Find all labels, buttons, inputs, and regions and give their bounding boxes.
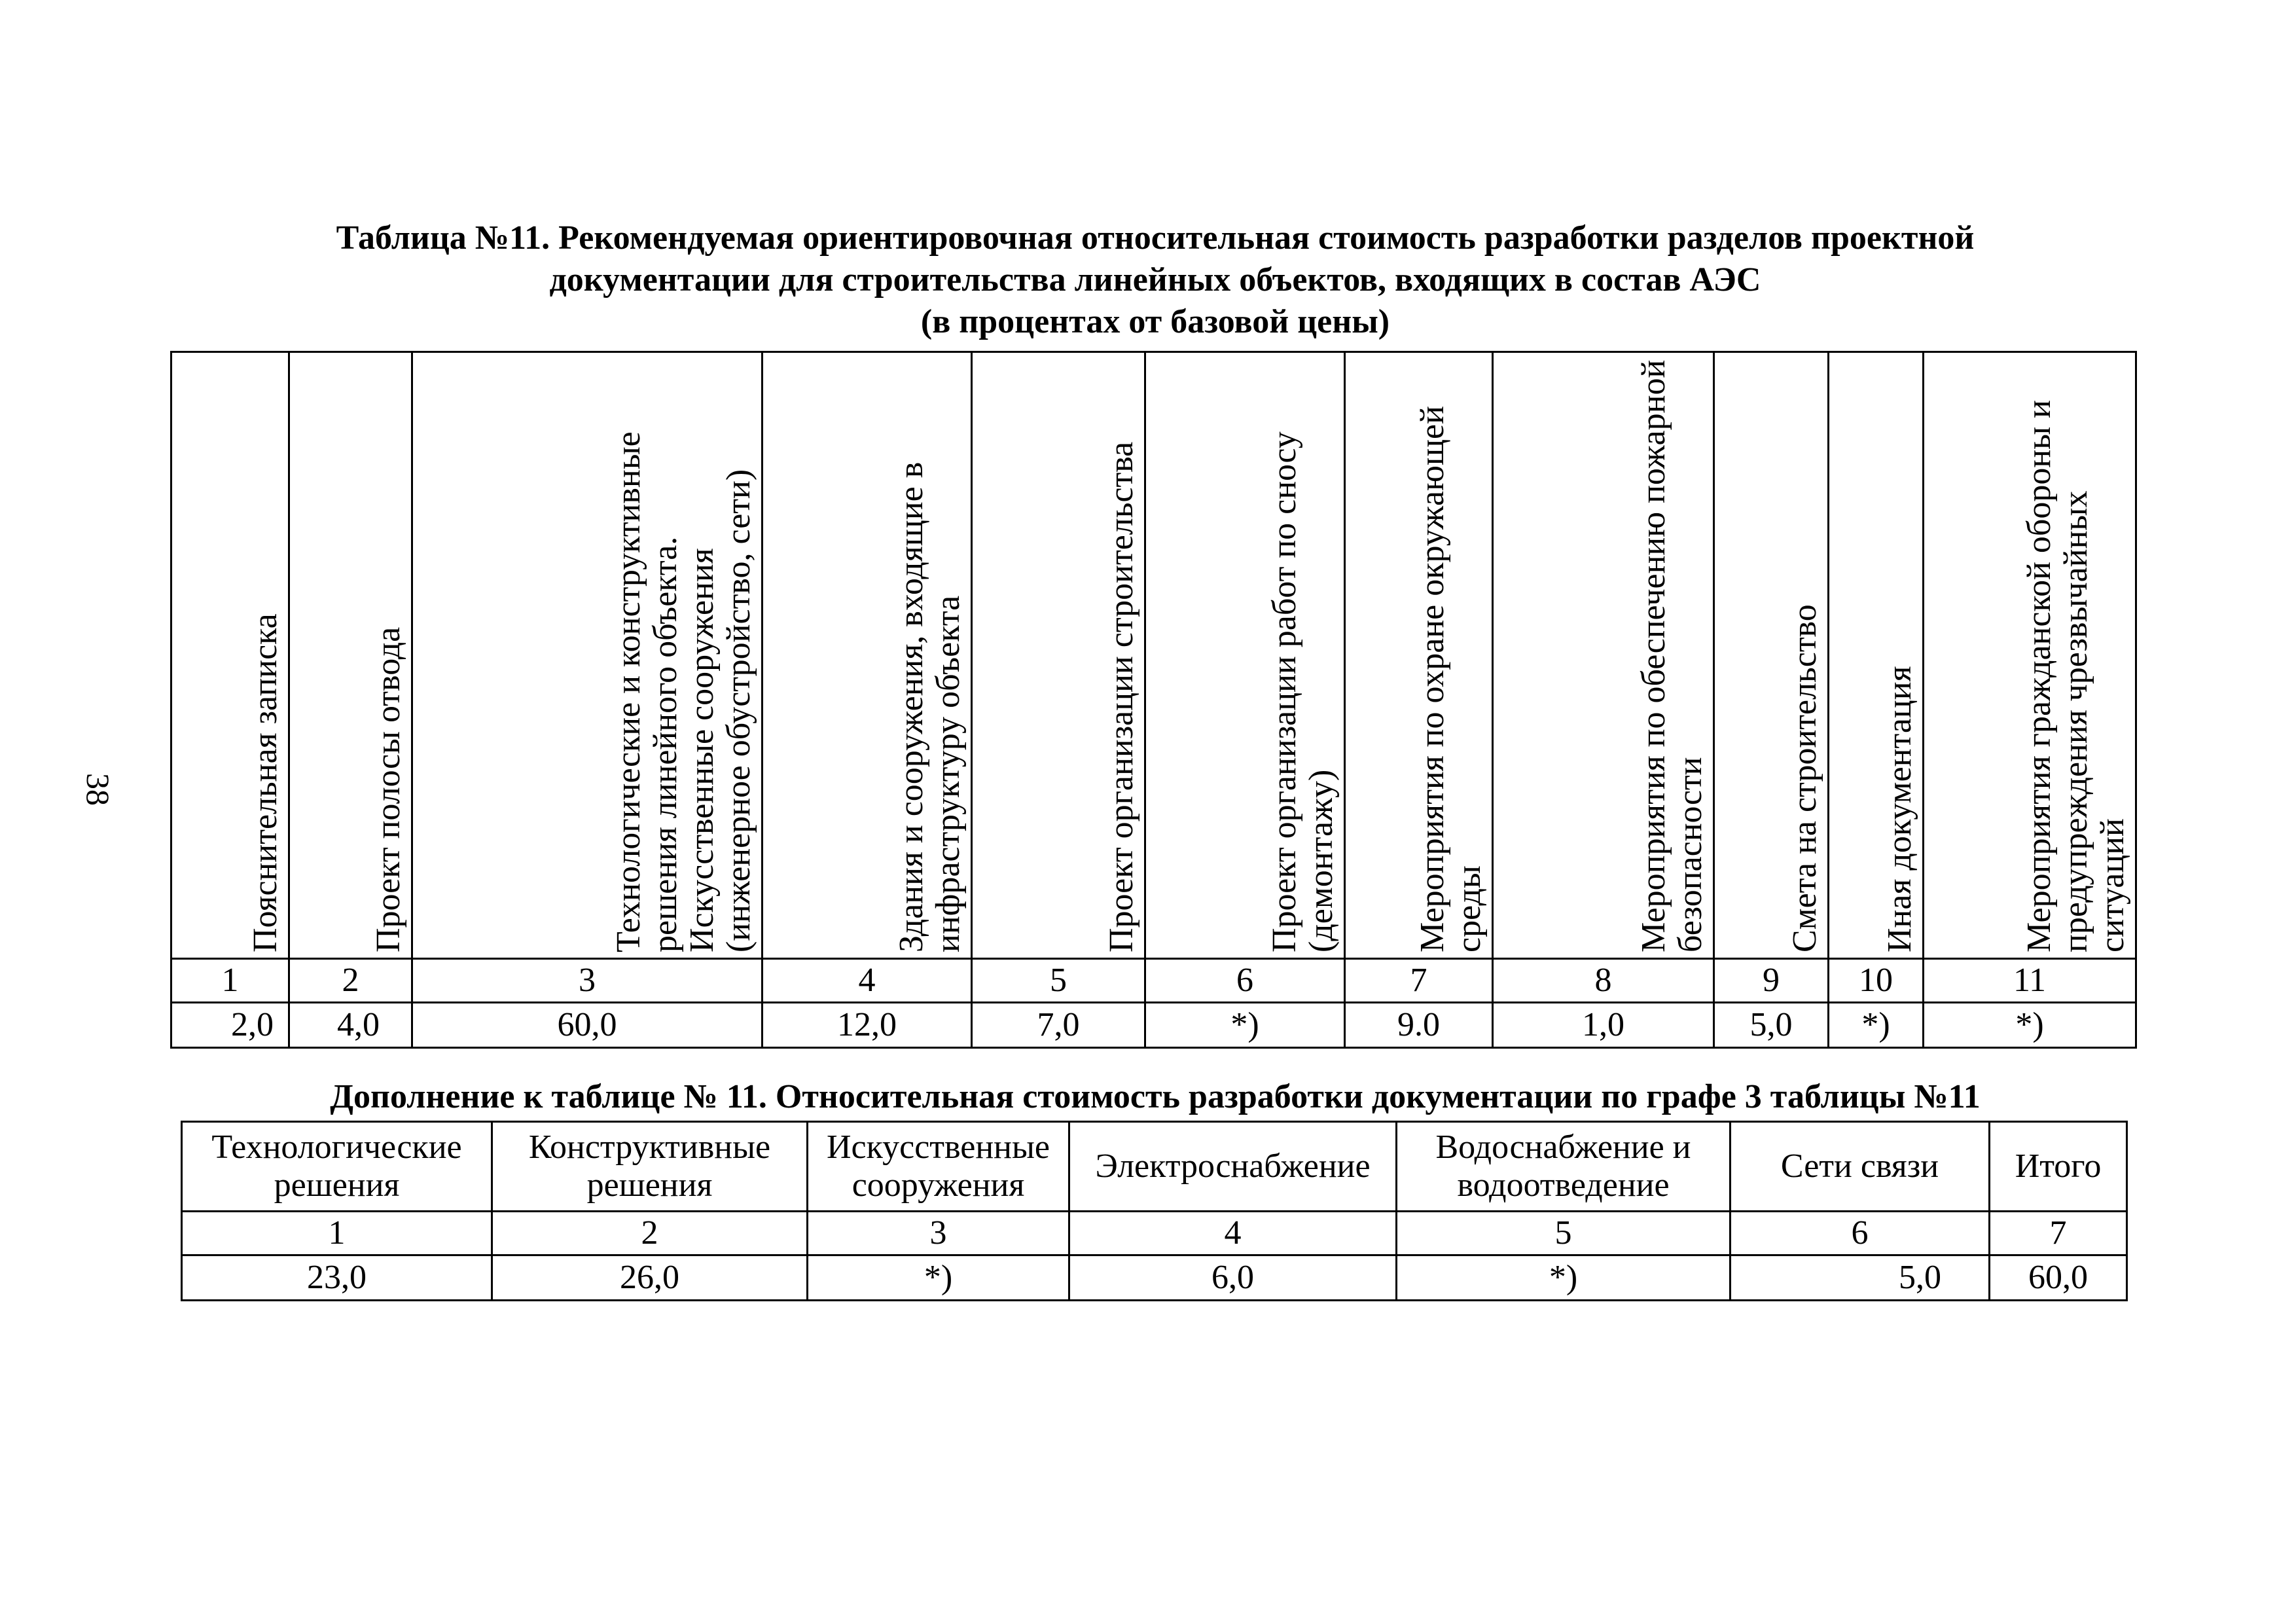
supplement-header-cell: Водоснабжение и водоотведение (1397, 1122, 1731, 1212)
value-cell: 9.0 (1345, 1003, 1493, 1048)
header-text: Проект организации строительства (1103, 441, 1140, 952)
supplement-value: *) (1397, 1255, 1731, 1301)
supplement-header-cell: Искусственные сооружения (808, 1122, 1069, 1212)
page-number: 38 (80, 773, 117, 806)
column-number: 9 (1714, 959, 1829, 1003)
header-text: Проект полосы отвода (370, 626, 407, 952)
header-text: Мероприятия гражданской обороны и предупреждения чрезвычайных ситуаций (2020, 400, 2131, 952)
column-number: 2 (289, 959, 412, 1003)
column-number: 10 (1829, 959, 1924, 1003)
column-number: 5 (972, 959, 1145, 1003)
value-cell: *) (1829, 1003, 1924, 1048)
supplement-number: 1 (182, 1212, 492, 1255)
supplement-value: 5,0 (1731, 1255, 1990, 1301)
column-number: 7 (1345, 959, 1493, 1003)
supplement-number-row (182, 1212, 2127, 1255)
value-cell: 2,0 (171, 1003, 289, 1048)
column-number: 11 (1924, 959, 2136, 1003)
supplement-value-row (182, 1255, 2127, 1301)
table-title (131, 217, 2179, 343)
value-cell: 4,0 (289, 1003, 412, 1048)
supplement-value: 23,0 (182, 1255, 492, 1301)
header-text: Мероприятия по обеспечению пожарной безопасности (1635, 359, 1709, 952)
header-cell (1924, 352, 2136, 959)
column-number: 1 (171, 959, 289, 1003)
supplement-number: 2 (492, 1212, 808, 1255)
supplement-header-cell: Итого (1990, 1122, 2127, 1212)
header-text: Смета на строительство (1786, 604, 1823, 952)
supplement-header-cell: Электроснабжение (1069, 1122, 1397, 1212)
title-line-1: Таблица №11. Рекомендуемая ориентировочная относительная стоимость разработки разделов проектной (336, 219, 1975, 257)
header-cell (1829, 352, 1924, 959)
main-table (170, 351, 2137, 1049)
value-cell: 12,0 (762, 1003, 972, 1048)
header-cell (1493, 352, 1714, 959)
column-number: 8 (1493, 959, 1714, 1003)
supplement-header-cell: Сети связи (1731, 1122, 1990, 1212)
header-text: Здания и сооружения, входящие в инфраструктуру объекта (893, 461, 967, 952)
header-cell (1714, 352, 1829, 959)
title-line-3: (в процентах от базовой цены) (920, 303, 1390, 340)
header-cell (171, 352, 289, 959)
header-cell (289, 352, 412, 959)
header-cell (412, 352, 762, 959)
supplement-header-row (182, 1122, 2127, 1212)
header-text: Мероприятия по охране окружающей среды (1414, 406, 1488, 952)
header-text: Технологические и конструктивные решения линейного объекта. Искусственные сооружения (инженерное обустройство, сети) (610, 431, 757, 952)
supplement-number: 5 (1397, 1212, 1731, 1255)
column-number: 3 (412, 959, 762, 1003)
supplement-number: 3 (808, 1212, 1069, 1255)
value-cell: 7,0 (972, 1003, 1145, 1048)
header-text: Пояснительная записка (247, 613, 284, 952)
supplement-value: 60,0 (1990, 1255, 2127, 1301)
header-cell (762, 352, 972, 959)
supplement-value: *) (808, 1255, 1069, 1301)
supplement-number: 7 (1990, 1212, 2127, 1255)
header-row (171, 352, 2136, 959)
column-number: 4 (762, 959, 972, 1003)
header-cell (1145, 352, 1345, 959)
supplement-title: Дополнение к таблице № 11. Относительная стоимость разработки документации по графе 3 таблицы №11 (330, 1078, 1981, 1115)
header-text: Проект организации работ по сносу (демонтажу) (1266, 431, 1340, 952)
value-cell: *) (1924, 1003, 2136, 1048)
supplement-number: 6 (1731, 1212, 1990, 1255)
header-cell (1345, 352, 1493, 959)
supplement-header-cell: Конструктивные решения (492, 1122, 808, 1212)
column-number: 6 (1145, 959, 1345, 1003)
value-cell: 1,0 (1493, 1003, 1714, 1048)
supplement-value: 26,0 (492, 1255, 808, 1301)
supplement-value: 6,0 (1069, 1255, 1397, 1301)
column-number-row (171, 959, 2136, 1003)
header-text: Иная документация (1881, 666, 1918, 952)
value-row (171, 1003, 2136, 1048)
supplement-header-cell: Технологические решения (182, 1122, 492, 1212)
title-line-2: документации для строительства линейных объектов, входящих в состав АЭС (549, 261, 1761, 298)
supplement-table (181, 1121, 2128, 1301)
header-cell (972, 352, 1145, 959)
supplement-number: 4 (1069, 1212, 1397, 1255)
value-cell: 5,0 (1714, 1003, 1829, 1048)
value-cell: 60,0 (412, 1003, 762, 1048)
value-cell: *) (1145, 1003, 1345, 1048)
